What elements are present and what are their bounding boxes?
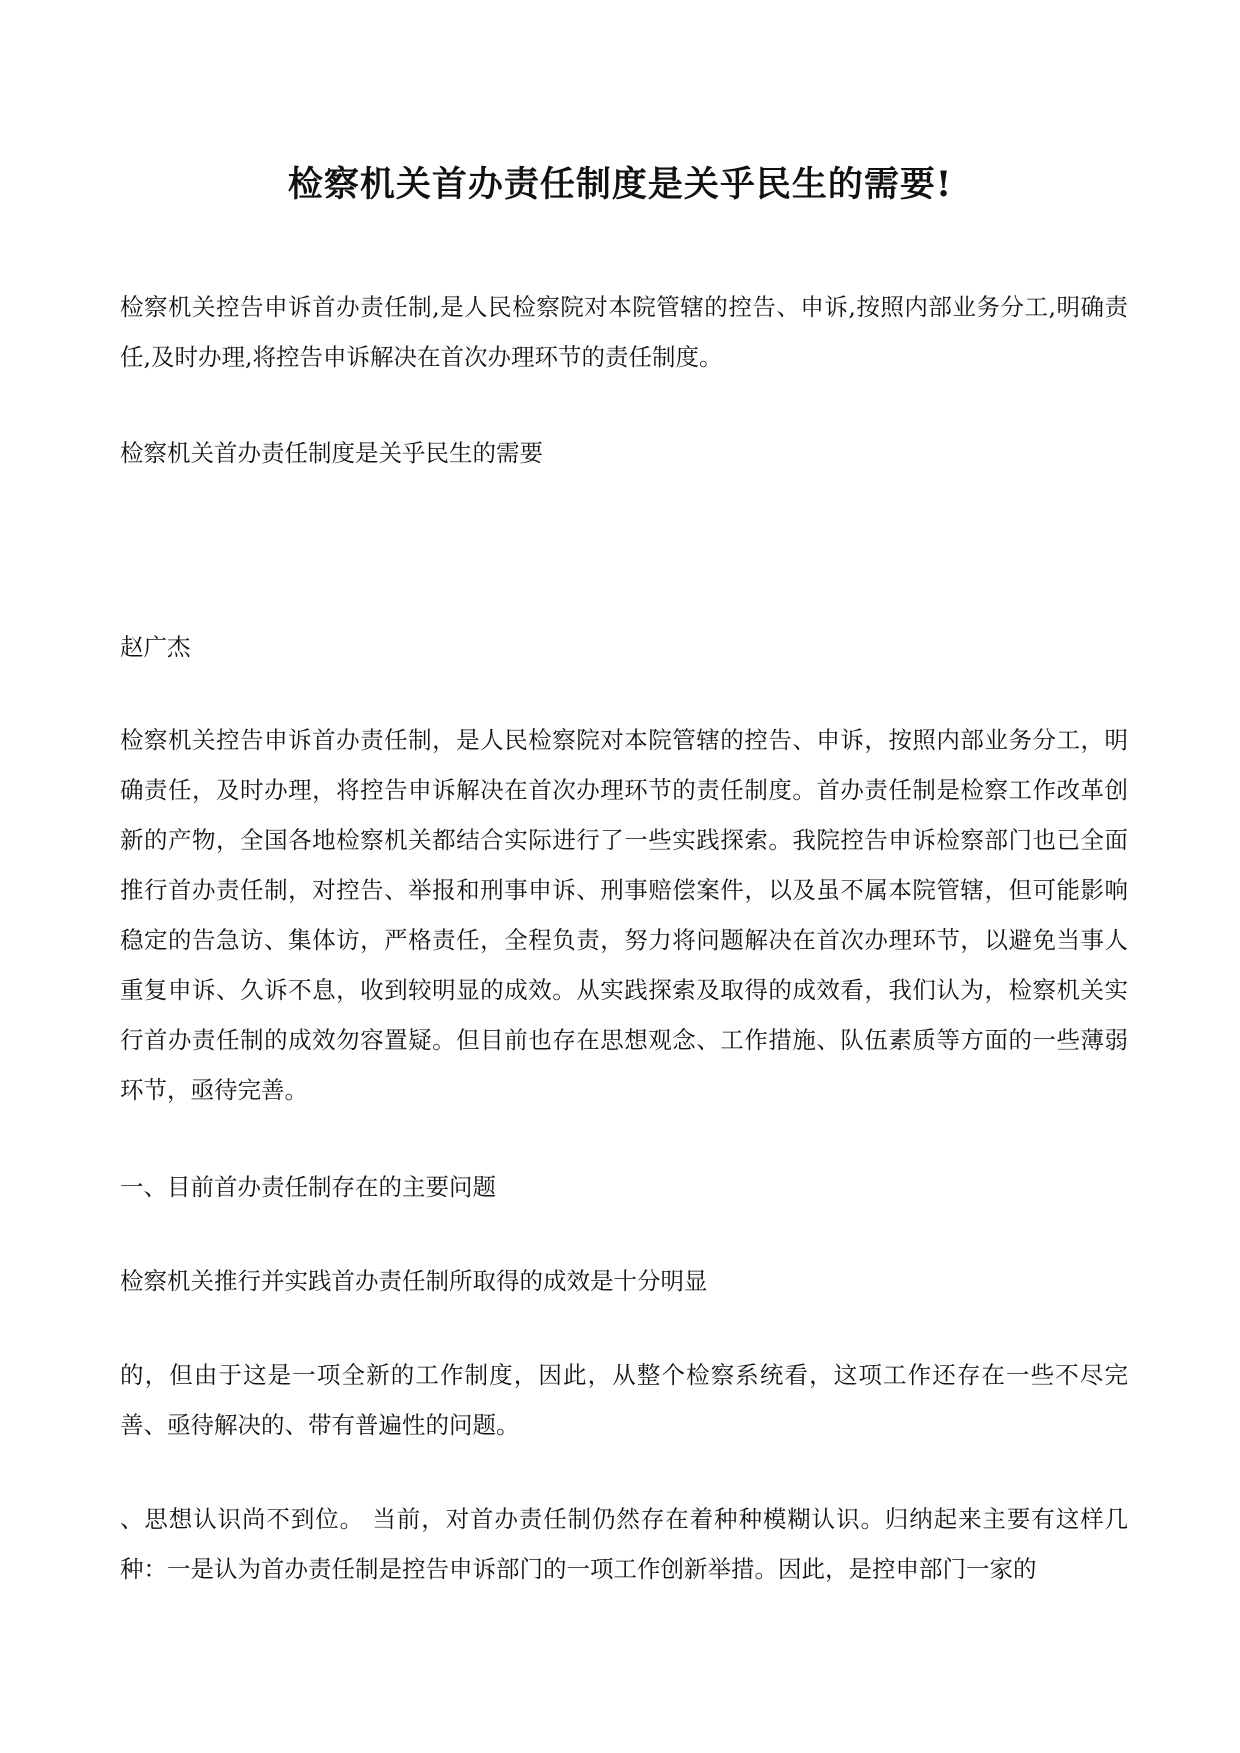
section-heading: 一、目前首办责任制存在的主要问题 [120,1173,496,1201]
paragraph-author: 赵广杰 [120,633,191,661]
paragraph-introduction: 检察机关控告申诉首办责任制，是人民检察院对本院管辖的控告、申诉，按照内部业务分工，明确责任，及时办理，将控告申诉解决在首次办理环节的责任制度。首办责任制是检察工作改革创新的产物，全国各地检察机关都结合实际进行了一些实践探索。我院控告申诉检察部门也已全面推行首办责任制，对控告、举报和刑事申诉、刑事赔偿案件，以及虽不属本院管辖，但可能影响稳定的告急访、集体访，严格责任，全程负责，努力将问题解决在首次办理环节，以避免当事人重复申诉、久诉不息，收到较明显的成效。从实践探索及取得的成效看，我们认为，检察机关实行首办责任制的成效勿容置疑。但目前也存在思想观念、工作措施、队伍素质等方面的一些薄弱环节，亟待完善。 [120,726,1128,1104]
paragraph-subtitle: 检察机关首办责任制度是关乎民生的需要 [120,439,543,467]
paragraph-section-lead: 检察机关推行并实践首办责任制所取得的成效是十分明显 [120,1267,708,1295]
paragraph-definition: 检察机关控告申诉首办责任制,是人民检察院对本院管辖的控告、申诉,按照内部业务分工,明确责任,及时办理,将控告申诉解决在首次办理环节的责任制度。 [120,293,1128,371]
document-title: 检察机关首办责任制度是关乎民生的需要! [287,164,953,205]
paragraph-section-continuation: 的，但由于这是一项全新的工作制度，因此，从整个检察系统看，这项工作还存在一些不尽完善、亟待解决的、带有普遍性的问题。 [120,1361,1128,1439]
paragraph-point-one: 、思想认识尚不到位。 当前，对首办责任制仍然存在着种种模糊认识。归纳起来主要有这样几种：一是认为首办责任制是控告申诉部门的一项工作创新举措。因此，是控申部门一家的 [120,1505,1128,1583]
